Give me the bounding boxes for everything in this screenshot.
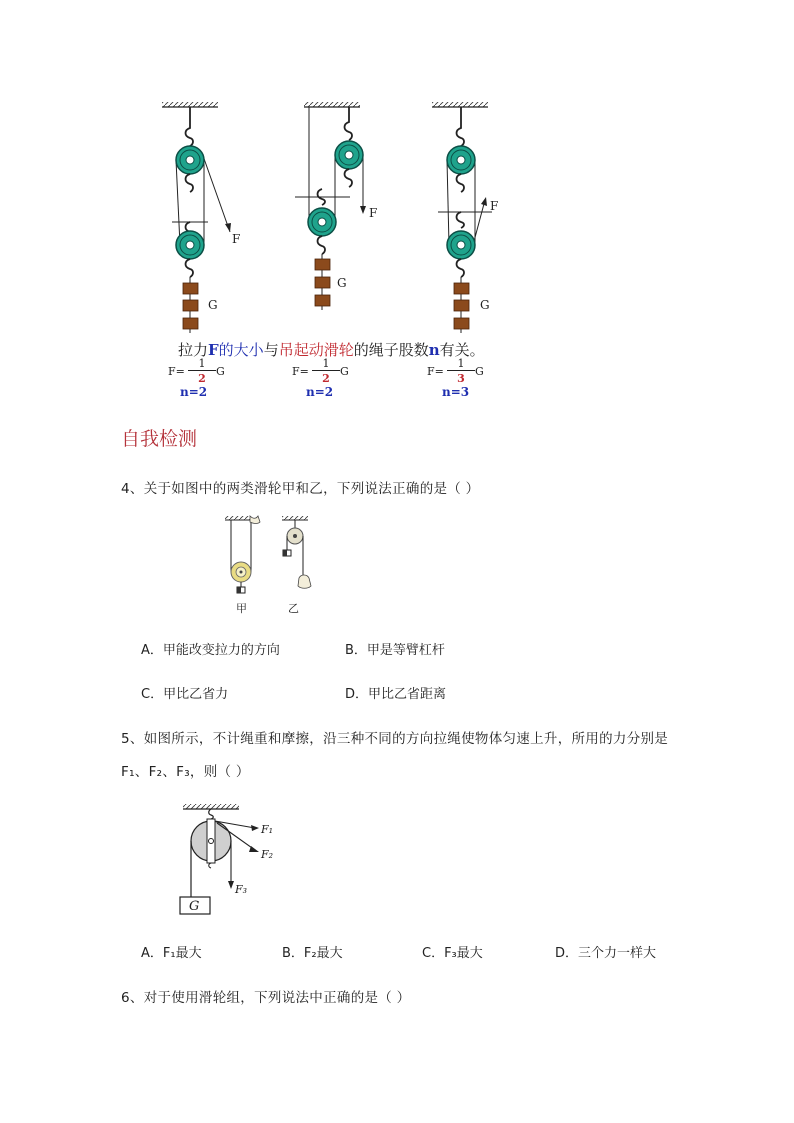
n-label-3: n=3 [442,385,470,399]
q5-option-d[interactable]: D．三个力一样大 [555,946,657,961]
force-label-2: F [369,206,378,220]
weight-label-3: G [480,298,490,312]
fraction-bar [188,370,216,371]
statement-part: 的绳子股数 [353,341,429,359]
q5-option-b[interactable]: B．F₂最大 [282,946,343,961]
formula-g: G [475,365,484,378]
figure-label-yi: 乙 [288,602,299,615]
formula-numerator: 1 [198,357,206,370]
question-5-stem-line2: F₁、F₂、F₃，则（ ） [121,764,250,780]
n-label-1: n=2 [180,385,208,399]
question-4-stem: 4、关于如图中的两类滑轮甲和乙，下列说法正确的是（ ） [121,481,480,497]
q4-pulley-figure [220,514,320,620]
statement-part: 的大小 [218,341,264,359]
fraction-bar [312,370,340,371]
formula-lhs: F= [427,365,444,378]
formula-numerator: 1 [322,357,330,370]
question-6-stem: 6、对于使用滑轮组，下列说法中正确的是（ ） [121,990,411,1006]
force-f3-label: F₃ [235,883,248,896]
q4-option-b[interactable]: B．甲是等臂杠杆 [345,643,445,658]
weight-label-1: G [208,298,218,312]
section-title: 自我检测 [121,428,198,450]
force-f2-label: F₂ [261,848,274,861]
statement-part: 动滑轮 [308,341,354,359]
force-label-1: F [232,232,241,246]
formula-g: G [340,365,349,378]
statement-part: n [428,341,440,359]
statement-part: 吊起 [278,341,309,359]
force-label-3: F [490,199,499,213]
question-5-stem-line1: 5、如图所示，不计绳重和摩擦，沿三种不同的方向拉绳使物体匀速上升，所用的力分别是 [121,731,669,747]
figure-label-jia: 甲 [236,602,247,615]
weight-g-label: G [189,899,200,914]
q4-option-c[interactable]: C．甲比乙省力 [141,687,229,702]
n-label-2: n=2 [306,385,334,399]
force-f1-label: F₁ [261,823,274,836]
statement-part: 与 [263,341,279,359]
formula-denominator: 2 [198,372,206,385]
q5-option-c[interactable]: C．F₃最大 [422,946,483,961]
weight-label-2: G [337,276,347,290]
pulley-system-3 [432,102,498,333]
formula-lhs: F= [168,365,185,378]
pulley-systems-figure [0,0,794,340]
fraction-bar [447,370,475,371]
statement-part: F [208,341,219,359]
formula-denominator: 2 [322,372,330,385]
q5-pulley-figure [175,800,295,920]
formula-numerator: 1 [457,357,465,370]
q4-option-a[interactable]: A．甲能改变拉力的方向 [141,643,280,658]
pulley-system-1 [162,102,240,333]
formula-g: G [216,365,225,378]
q5-option-a[interactable]: A．F₁最大 [141,946,202,961]
statement-part: 拉力 [178,341,209,359]
pulley-system-2 [295,102,377,310]
formula-denominator: 3 [457,372,465,385]
q4-option-d[interactable]: D．甲比乙省距离 [345,687,447,702]
statement-part: 有关。 [439,341,485,359]
formula-lhs: F= [292,365,309,378]
